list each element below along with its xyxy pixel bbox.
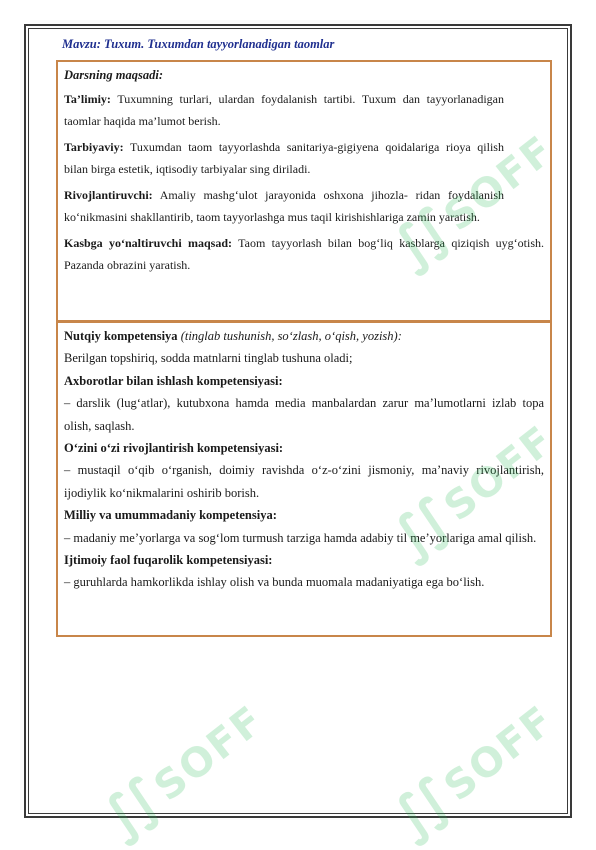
- competency-text: – darslik (lug‘atlar), kutubxona hamda media manbalardan zarur ma’lumotlarni izlab topa olish, saqlash.: [64, 396, 544, 433]
- goal-label: Tarbiyaviy:: [64, 140, 124, 154]
- goal-upbringing: [64, 136, 544, 180]
- watermark-mark: ∫∫: [380, 199, 459, 280]
- goal-text: Amaliy mashg‘ulot jarayonida oshxona jihozla- ridan foydalanish ko‘nikmasini shakllantirib, taom tayyorlashga mus taqil kirishishlariga zamin yaratish.: [64, 188, 504, 224]
- watermark-mark: ∫∫: [380, 769, 459, 850]
- competency-text: – madaniy me’yorlarga va sog‘lom turmush tarziga hamda adabiy til me’yorlariga amal qilish.: [64, 530, 537, 545]
- watermark-mark: ∫∫: [90, 769, 169, 850]
- competency-text: – mustaqil o‘qib o‘rganish, doimiy ravishda o‘z-o‘zini jismoniy, ma’naviy rivojlantirish, ijodiylik ko‘nikmalarini oshirib borish.: [64, 463, 544, 500]
- topic-heading: Mavzu: Tuxum. Tuxumdan tayyorlanadigan taomlar: [62, 37, 335, 51]
- competency-title: Milliy va umummadaniy kompetensiya:: [64, 508, 277, 523]
- goals-title: Darsning maqsadi:: [64, 68, 163, 82]
- watermark-mark: ∫∫: [380, 489, 459, 570]
- goal-text: Tuxumning turlari, ulardan foydalanish tartibi. Tuxum dan tayyorlanadigan taomlar haqida ma’lumot berish.: [64, 92, 504, 128]
- competency-note: (tinglab tushunish, so‘zlash, o‘qish, yozish):: [180, 329, 402, 343]
- competency-title: Nutqiy kompetensiya: [64, 329, 178, 343]
- goal-developmental: [64, 184, 544, 228]
- competency-title: Ijtimoiy faol fuqarolik kompetensiyasi:: [64, 553, 273, 568]
- goal-educational: [64, 88, 544, 132]
- competency-title: O‘zini o‘zi rivojlantirish kompetensiyasi:: [64, 441, 284, 456]
- competencies-box: [56, 321, 552, 637]
- goal-label: Kasbga yo‘naltiruvchi maqsad:: [64, 236, 233, 250]
- goal-label: Ta’limiy:: [64, 92, 111, 106]
- watermark-word: SOFF: [435, 126, 563, 241]
- goal-text: Taom tayyorlash bilan bog‘liq kasblarga qiziqish uyg‘otish. Pazanda obrazini yaratish.: [64, 236, 544, 272]
- goal-career: [64, 232, 544, 276]
- competency-text: – guruhlarda hamkorlikda ishlay olish va bunda muomala madaniyatiga ega bo‘lish.: [64, 575, 485, 590]
- watermark-word: SOFF: [435, 416, 563, 531]
- watermark-word: SOFF: [145, 696, 273, 811]
- competency-title: Axborotlar bilan ishlash kompetensiyasi:: [64, 373, 283, 388]
- goal-label: Rivojlantiruvchi:: [64, 188, 153, 202]
- lesson-goals-box: [56, 60, 552, 322]
- speech-competency: [64, 325, 544, 347]
- goal-text: Tuxumdan taom tayyorlashda sanitariya-gigiyena qoidalariga rioya qilish bilan birga estetik, iqtisodiy tarbiyalar sing diriladi.: [64, 140, 504, 176]
- competency-text: Berilgan topshiriq, sodda matnlarni tinglab tushuna oladi;: [64, 351, 353, 366]
- watermark-word: SOFF: [435, 696, 563, 811]
